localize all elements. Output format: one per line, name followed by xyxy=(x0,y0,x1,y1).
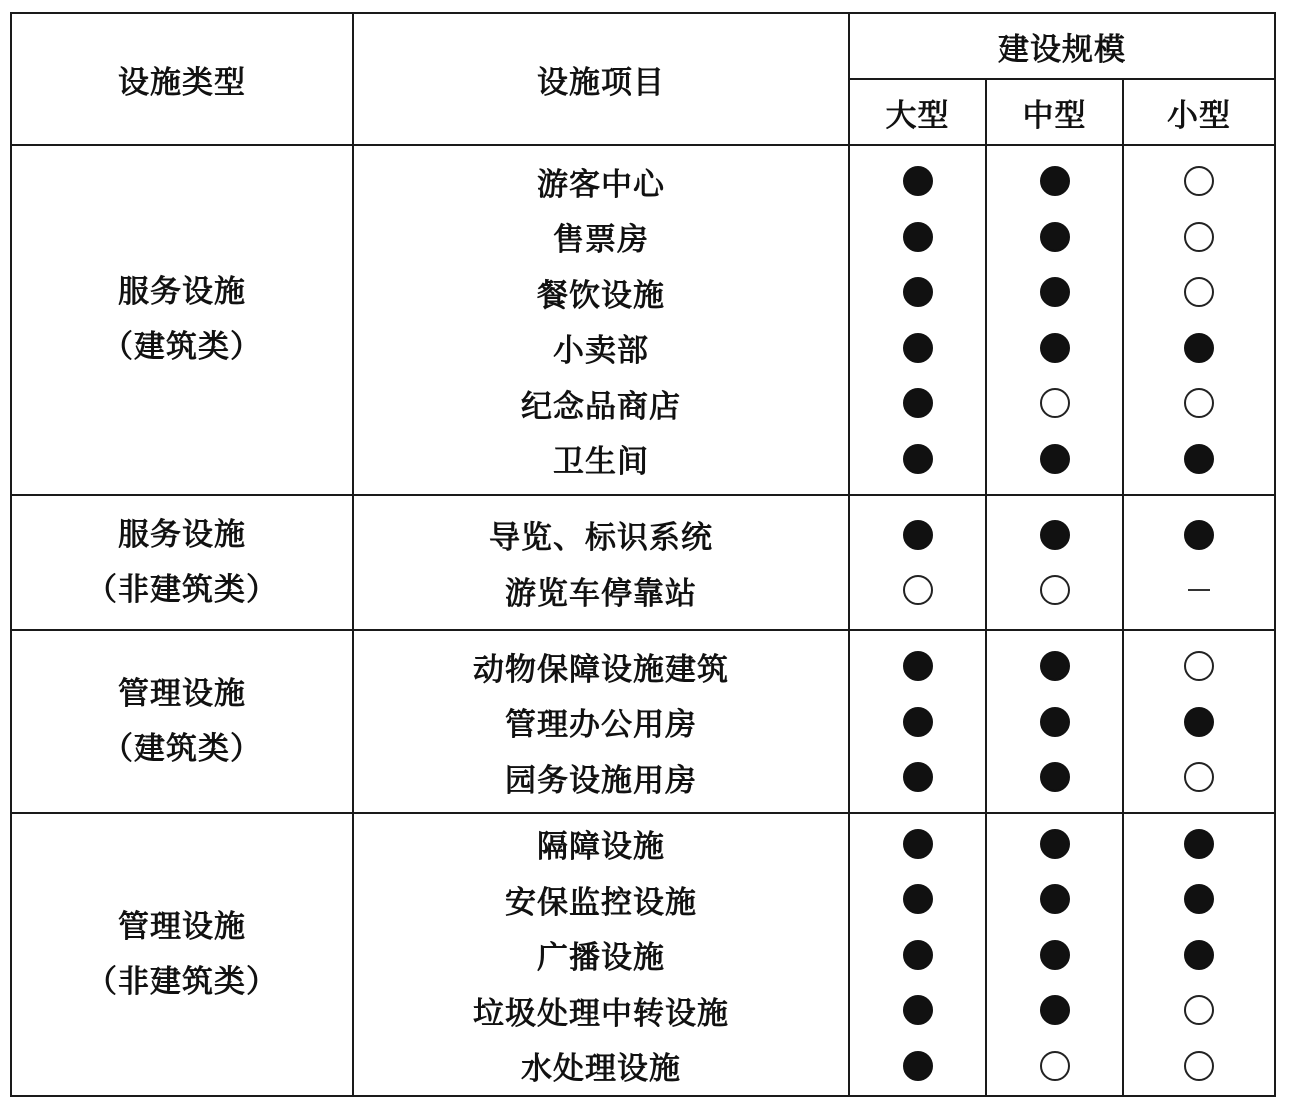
scale-medium-entry xyxy=(987,694,1122,750)
filled-circle-icon xyxy=(903,222,933,252)
scale-large-entry xyxy=(850,209,985,265)
hollow-circle-icon xyxy=(1184,651,1214,681)
scale-large-entry xyxy=(850,927,985,983)
filled-circle-icon xyxy=(1040,707,1070,737)
scale-small-cell xyxy=(1123,813,1275,1096)
scale-large-cell xyxy=(849,813,986,1096)
scale-medium-entry xyxy=(987,376,1122,432)
filled-circle-icon xyxy=(1040,884,1070,914)
scale-medium-cell xyxy=(986,495,1123,630)
facility-type-category: （非建筑类） xyxy=(86,963,278,1000)
scale-medium-entry xyxy=(987,1038,1122,1094)
scale-medium-entry xyxy=(987,154,1122,210)
facility-item-cell xyxy=(353,495,849,630)
scale-large-entry xyxy=(850,154,985,210)
facility-item-cell xyxy=(353,630,849,813)
table-body xyxy=(11,145,1275,1096)
facility-type-name: 服务设施 xyxy=(118,274,246,310)
hollow-circle-icon xyxy=(1184,388,1214,418)
scale-large-entry xyxy=(850,638,985,694)
scale-small-entry xyxy=(1124,265,1274,321)
filled-circle-icon xyxy=(903,166,933,196)
hollow-circle-icon xyxy=(1184,277,1214,307)
filled-circle-icon xyxy=(1040,651,1070,681)
filled-circle-icon xyxy=(1184,333,1214,363)
hollow-circle-icon xyxy=(1040,388,1070,418)
header-medium: 中型 xyxy=(986,79,1123,145)
scale-small-entry xyxy=(1124,982,1274,1038)
hollow-circle-icon xyxy=(1184,1051,1214,1081)
facility-type-cell xyxy=(11,495,353,630)
facility-type-category: （非建筑类） xyxy=(86,571,278,608)
facility-type-cell xyxy=(11,145,353,495)
hollow-circle-icon xyxy=(1184,762,1214,792)
hollow-circle-icon xyxy=(1040,1051,1070,1081)
scale-small-entry xyxy=(1124,816,1274,872)
scale-large-entry xyxy=(850,376,985,432)
group-row xyxy=(11,813,1275,1096)
scale-large-entry xyxy=(850,265,985,321)
filled-circle-icon xyxy=(1040,166,1070,196)
filled-circle-icon xyxy=(903,277,933,307)
scale-small-entry xyxy=(1124,431,1274,487)
facility-item: 导览、标识系统 xyxy=(489,520,713,557)
dash-icon xyxy=(1188,589,1210,591)
filled-circle-icon xyxy=(1184,884,1214,914)
facility-item: 售票房 xyxy=(553,222,649,259)
filled-circle-icon xyxy=(1184,940,1214,970)
scale-small-cell xyxy=(1123,630,1275,813)
facility-type-name: 管理设施 xyxy=(118,908,246,945)
facility-table xyxy=(10,12,1276,1097)
facility-item: 游览车停靠站 xyxy=(505,575,697,612)
filled-circle-icon xyxy=(1040,940,1070,970)
filled-circle-icon xyxy=(1184,520,1214,550)
facility-type-name: 管理设施 xyxy=(118,675,246,712)
facility-type-cell xyxy=(11,813,353,1096)
scale-large-entry xyxy=(850,507,985,563)
scale-small-cell xyxy=(1123,145,1275,495)
scale-large-entry xyxy=(850,320,985,376)
scale-medium-cell xyxy=(986,145,1123,495)
scale-large-cell xyxy=(849,630,986,813)
scale-large-entry xyxy=(850,816,985,872)
scale-small-entry xyxy=(1124,927,1274,983)
scale-small-entry xyxy=(1124,638,1274,694)
filled-circle-icon xyxy=(1184,707,1214,737)
scale-large-cell xyxy=(849,495,986,630)
facility-item: 卫生间 xyxy=(553,444,649,481)
filled-circle-icon xyxy=(903,762,933,792)
facility-item: 水处理设施 xyxy=(521,1051,681,1087)
filled-circle-icon xyxy=(1040,829,1070,859)
hollow-circle-icon xyxy=(1184,995,1214,1025)
scale-medium-cell xyxy=(986,630,1123,813)
header-small: 小型 xyxy=(1123,79,1275,145)
scale-large-entry xyxy=(850,563,985,619)
facility-item-cell xyxy=(353,813,849,1096)
scale-medium-entry xyxy=(987,816,1122,872)
scale-small-entry xyxy=(1124,320,1274,376)
scale-small-entry xyxy=(1124,749,1274,805)
facility-item: 隔障设施 xyxy=(537,829,665,865)
filled-circle-icon xyxy=(1040,520,1070,550)
group-row xyxy=(11,495,1275,630)
facility-item: 管理办公用房 xyxy=(505,707,697,743)
filled-circle-icon xyxy=(903,388,933,418)
header-large: 大型 xyxy=(849,79,986,145)
scale-small-entry xyxy=(1124,694,1274,750)
filled-circle-icon xyxy=(1040,222,1070,252)
scale-large-entry xyxy=(850,694,985,750)
scale-medium-entry xyxy=(987,638,1122,694)
filled-circle-icon xyxy=(903,520,933,550)
scale-medium-entry xyxy=(987,563,1122,619)
scale-small-entry xyxy=(1124,209,1274,265)
facility-item: 餐饮设施 xyxy=(537,277,665,314)
filled-circle-icon xyxy=(903,707,933,737)
hollow-circle-icon xyxy=(1184,222,1214,252)
scale-small-entry xyxy=(1124,563,1274,619)
scale-medium-entry xyxy=(987,320,1122,376)
filled-circle-icon xyxy=(1040,277,1070,307)
hollow-circle-icon xyxy=(903,575,933,605)
scale-medium-entry xyxy=(987,927,1122,983)
scale-medium-entry xyxy=(987,265,1122,321)
filled-circle-icon xyxy=(903,1051,933,1081)
scale-medium-entry xyxy=(987,507,1122,563)
scale-medium-entry xyxy=(987,871,1122,927)
facility-type-category: （建筑类） xyxy=(102,730,262,767)
hollow-circle-icon xyxy=(1040,575,1070,605)
group-row xyxy=(11,630,1275,813)
filled-circle-icon xyxy=(903,940,933,970)
scale-large-entry xyxy=(850,982,985,1038)
facility-item: 广播设施 xyxy=(537,940,665,976)
facility-item: 园务设施用房 xyxy=(505,762,697,799)
facility-type-name: 服务设施 xyxy=(118,516,246,553)
facility-item: 垃圾处理中转设施 xyxy=(473,995,729,1032)
scale-medium-entry xyxy=(987,431,1122,487)
scale-small-entry xyxy=(1124,376,1274,432)
filled-circle-icon xyxy=(903,333,933,363)
scale-large-cell xyxy=(849,145,986,495)
facility-item: 动物保障设施建筑 xyxy=(473,651,729,688)
scale-large-entry xyxy=(850,749,985,805)
facility-item: 安保监控设施 xyxy=(505,884,697,921)
header-scale: 建设规模 xyxy=(849,13,1275,79)
filled-circle-icon xyxy=(1184,829,1214,859)
scale-large-entry xyxy=(850,1038,985,1094)
filled-circle-icon xyxy=(903,651,933,681)
header-item: 设施项目 xyxy=(353,13,849,145)
facility-item-cell xyxy=(353,145,849,495)
scale-small-entry xyxy=(1124,154,1274,210)
scale-medium-entry xyxy=(987,749,1122,805)
facility-item: 游客中心 xyxy=(537,166,665,203)
scale-medium-entry xyxy=(987,982,1122,1038)
scale-small-entry xyxy=(1124,507,1274,563)
facility-type-cell xyxy=(11,630,353,813)
filled-circle-icon xyxy=(1040,762,1070,792)
filled-circle-icon xyxy=(903,444,933,474)
group-row xyxy=(11,145,1275,495)
facility-item: 小卖部 xyxy=(553,333,649,370)
header-type: 设施类型 xyxy=(11,13,353,145)
scale-large-entry xyxy=(850,431,985,487)
filled-circle-icon xyxy=(903,884,933,914)
filled-circle-icon xyxy=(1184,444,1214,474)
filled-circle-icon xyxy=(903,829,933,859)
facility-type-category: （建筑类） xyxy=(102,329,262,365)
filled-circle-icon xyxy=(1040,444,1070,474)
filled-circle-icon xyxy=(1040,995,1070,1025)
scale-medium-cell xyxy=(986,813,1123,1096)
filled-circle-icon xyxy=(1040,333,1070,363)
scale-small-cell xyxy=(1123,495,1275,630)
facility-item: 纪念品商店 xyxy=(521,388,681,425)
scale-medium-entry xyxy=(987,209,1122,265)
hollow-circle-icon xyxy=(1184,166,1214,196)
scale-large-entry xyxy=(850,871,985,927)
filled-circle-icon xyxy=(903,995,933,1025)
scale-small-entry xyxy=(1124,1038,1274,1094)
scale-small-entry xyxy=(1124,871,1274,927)
facility-table-container xyxy=(10,12,1274,1097)
